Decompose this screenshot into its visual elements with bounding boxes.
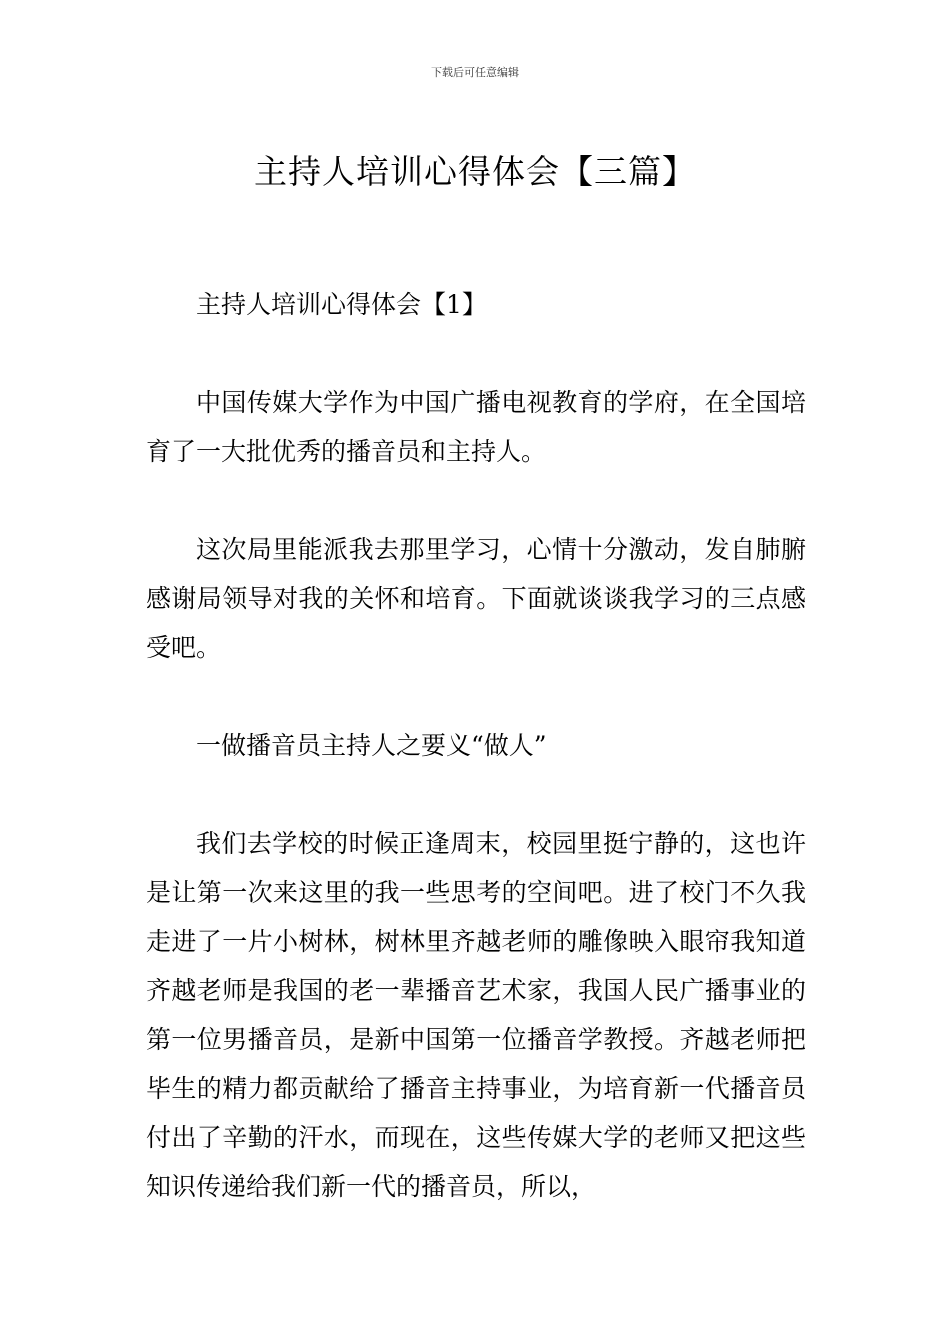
paragraph: 这次局里能派我去那里学习，心情十分激动，发自肺腑感谢局领导对我的关怀和培育。下面就谈谈我学习的三点感受吧。: [146, 535, 806, 662]
section-heading: 主持人培训心得体会【1】: [196, 290, 487, 319]
subheading: 一做播音员主持人之要义“做人”: [196, 731, 547, 760]
header-note: 下载后可任意编辑: [431, 66, 519, 79]
document-title: 主持人培训心得体会【三篇】: [254, 152, 696, 192]
document-body: [146, 280, 806, 1211]
paragraph: 中国传媒大学作为中国广播电视教育的学府，在全国培育了一大批优秀的播音员和主持人。: [146, 388, 806, 466]
paragraph: 我们去学校的时候正逢周末，校园里挺宁静的，这也许是让第一次来这里的我一些思考的空间吧。进了校门不久我走进了一片小树林，树林里齐越老师的雕像映入眼帘我知道齐越老师是我国的老一辈播音艺术家，我国人民广播事业的第一位男播音员，是新中国第一位播音学教授。齐越老师把毕生的精力都贡献给了播音主持事业，为培育新一代播音员付出了辛勤的汗水，而现在，这些传媒大学的老师又把这些知识传递给我们新一代的播音员，所以，: [146, 829, 806, 1201]
